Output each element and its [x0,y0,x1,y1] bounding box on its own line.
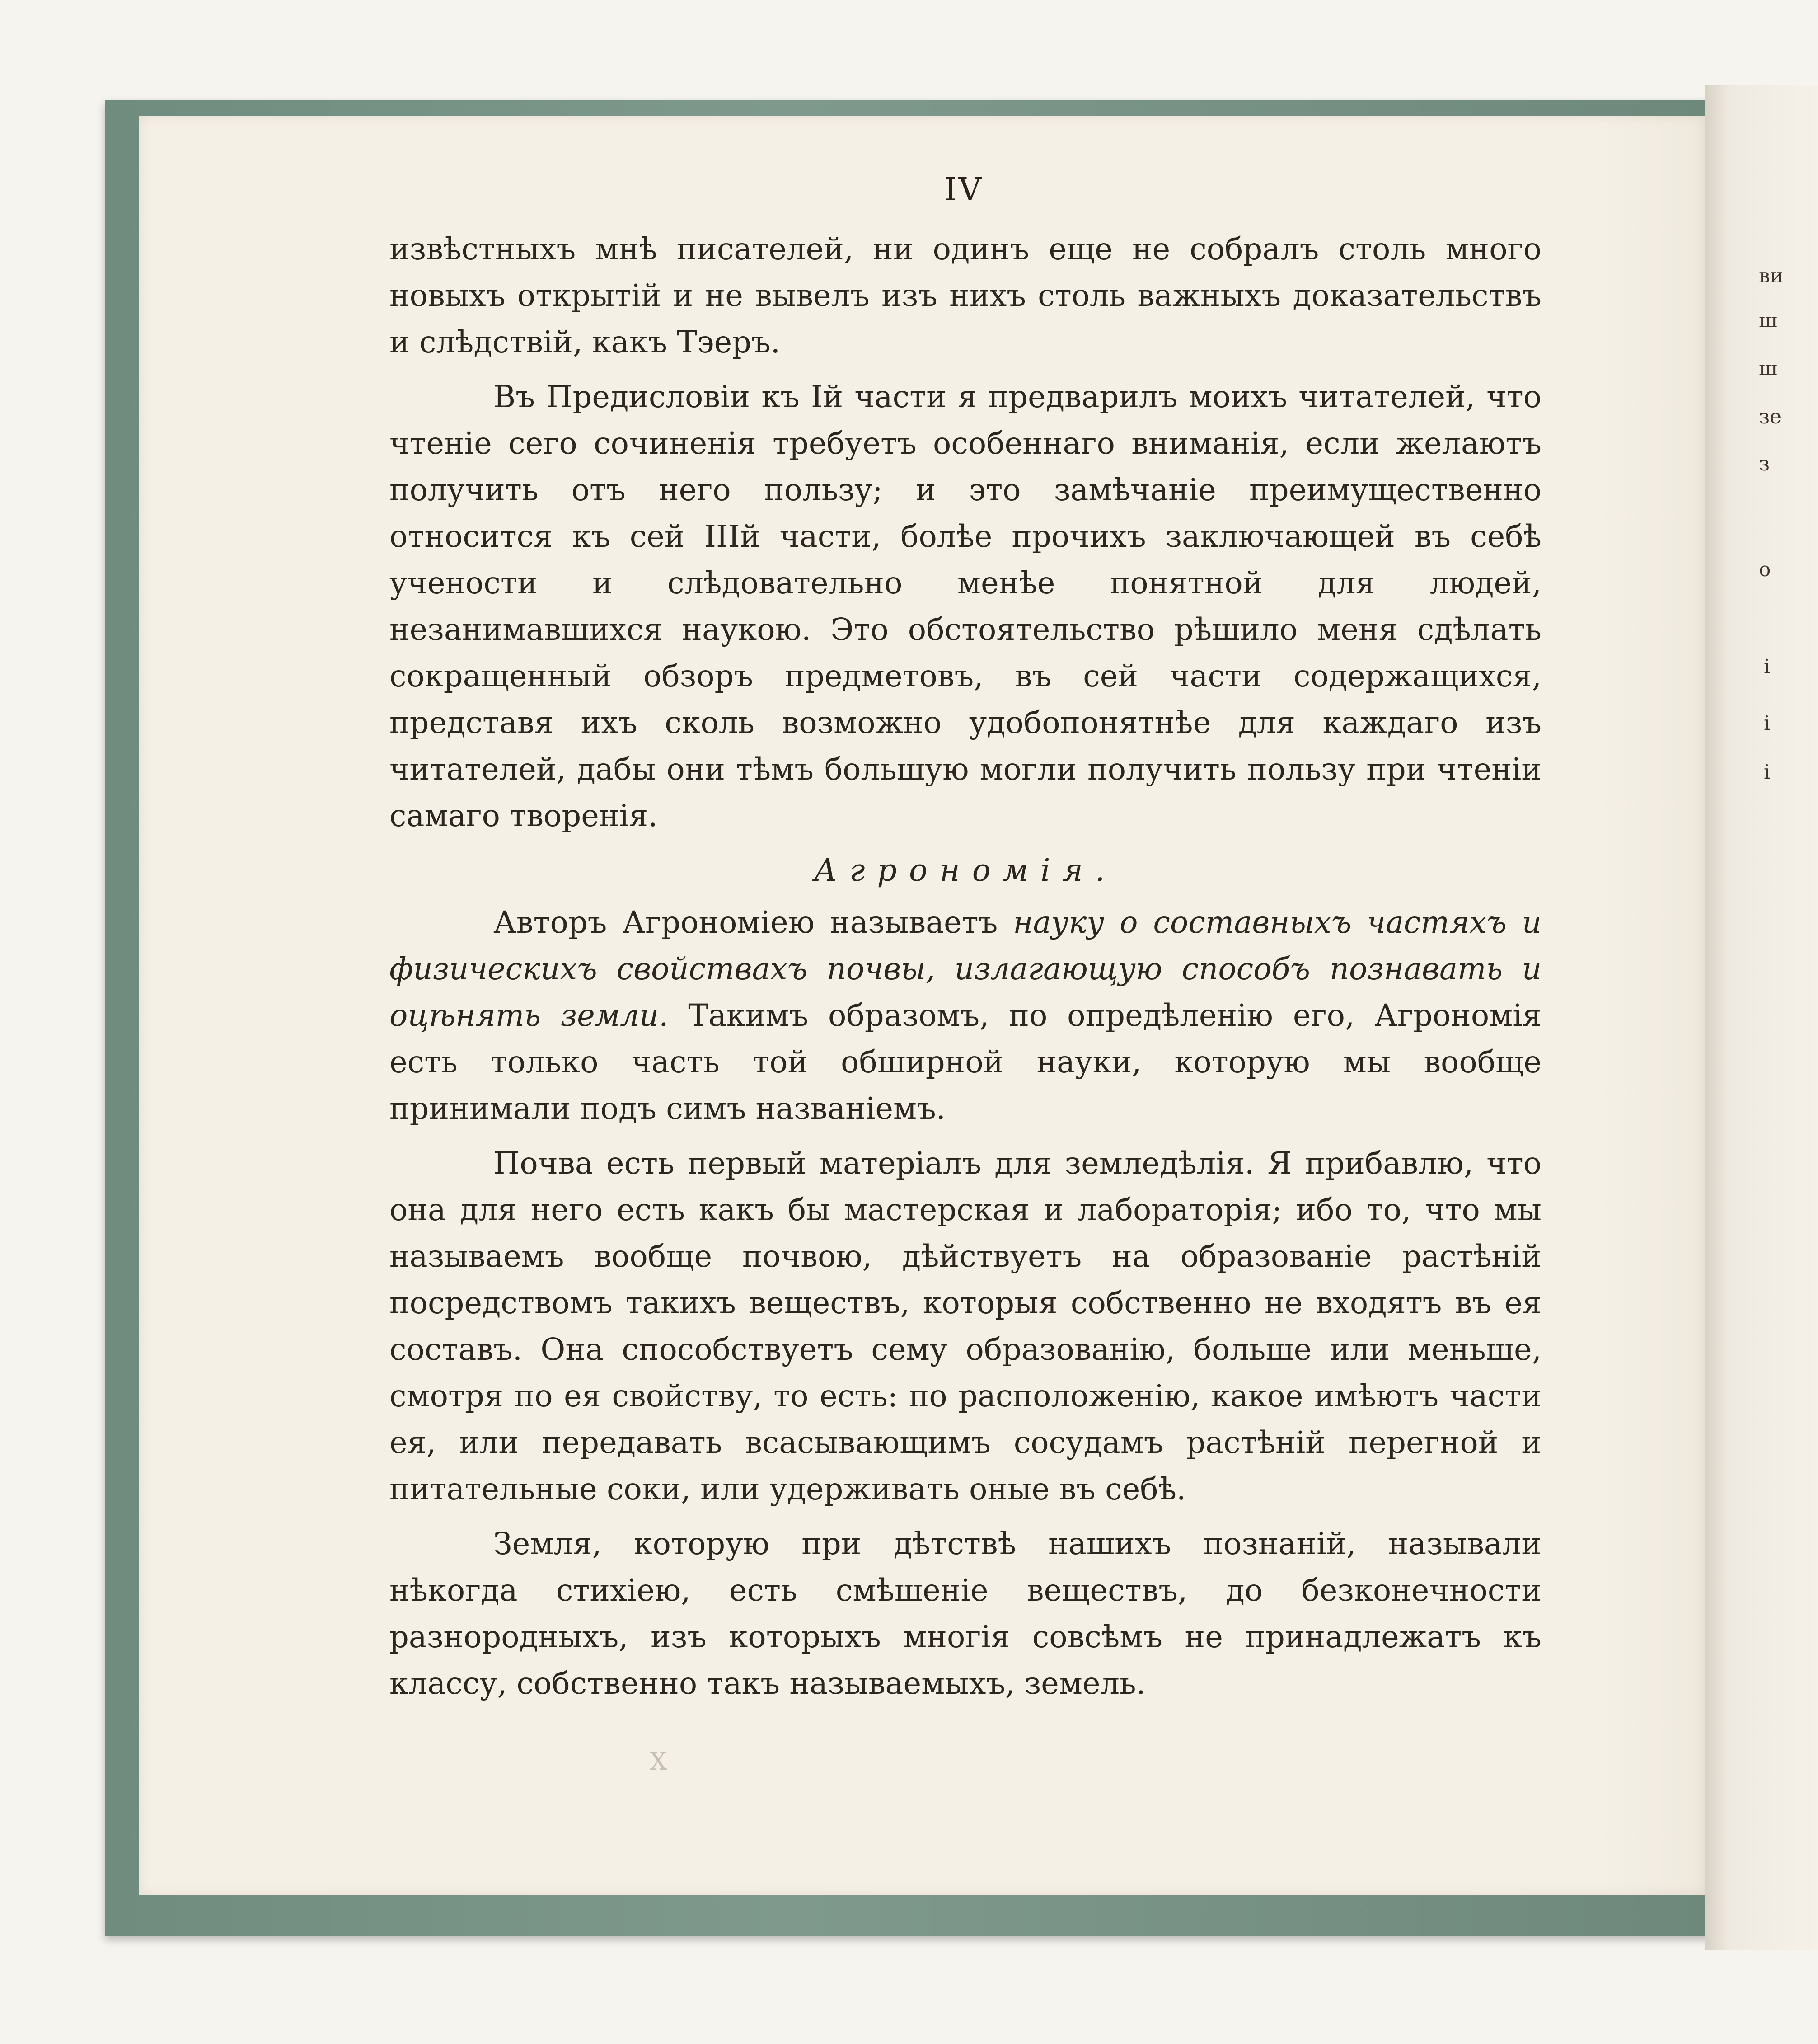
next-page-fragment: і [1764,761,1771,784]
next-page-fragment: ш [1759,357,1777,380]
next-page-fragment: і [1764,712,1771,735]
next-page-fragment: і [1764,655,1771,678]
next-page-fragment: ви [1759,264,1784,287]
footer-mark: X [650,1747,667,1776]
next-page-fragment: зе [1759,405,1782,428]
page-number: IV [944,171,984,208]
next-page-fragment: ш [1759,309,1777,332]
definition-italic: науку о составныхъ частяхъ и физическихъ свойствахъ почвы, излагающую способъ познавать и оцѣнять земли. [389,905,1542,1033]
paragraph-soil: Почва есть первый матеріалъ для земледѣлія. Я прибавлю, что она для него есть какъ бы мастерская и лабораторія; ибо то, что мы называемъ вообще почвою, дѣйствуетъ на образованіе растѣній посредствомъ такихъ веществъ, которыя собственно не входятъ въ ея составъ. Она способствуетъ сему образованію, больше или меньше, смотря по ея свойству, то есть: по расположенію, какое имѣютъ части ея, или передавать всасывающимъ сосудамъ растѣній перегной и питательные соки, или удерживать оные въ себѣ. [389,1146,1542,1507]
definition-rest: Такимъ образомъ, по опредѣленію его, Агрономія есть только часть той обширной науки, которую мы вообще принимали подъ симъ названіемъ. [389,998,1542,1126]
paragraph-continued: извѣстныхъ мнѣ писателей, ни одинъ еще не собралъ столь много новыхъ открытій и не вывелъ изъ нихъ столь важныхъ доказательствъ и слѣдствій, какъ Тэеръ. [389,231,1542,360]
paragraph-agronomy-definition [389,899,1542,1132]
section-title-agronomy: Агрономія. [814,853,1117,888]
paragraph-preface-note: Въ Предисловіи къ Iй части я предварилъ моихъ читателей, что чтеніе сего сочиненія требуетъ особеннаго вниманія, если желаютъ получить отъ него пользу; и это замѣчаніе преимущественно относится къ сей IIIй части, болѣе прочихъ заключающей въ себѣ учености и слѣдовательно менѣе понятной для людей, незанимавшихся наукою. Это обстоятельство рѣшило меня сдѣлать сокращенный обзоръ предметовъ, въ сей части содержащихся, представя ихъ сколь возможно удобопонятнѣе для каждаго изъ читателей, дабы они тѣмъ большую могли получить пользу при чтеніи самаго творенія. [389,379,1542,833]
paragraph-earth: Земля, которую при дѣтствѣ нашихъ познаній, называли нѣкогда стихіею, есть смѣшеніе веществъ, до безконечности разнородныхъ, изъ которыхъ многія совсѣмъ не принадлежатъ къ классу, собственно такъ называемыхъ, земель. [389,1526,1542,1701]
page-text-block [389,226,1542,1715]
page-shadow [1598,116,1705,1895]
next-page-fragment: з [1759,452,1770,475]
definition-lead: Авторъ Агрономіею называетъ [493,905,998,940]
next-page-fragment: о [1759,558,1771,581]
